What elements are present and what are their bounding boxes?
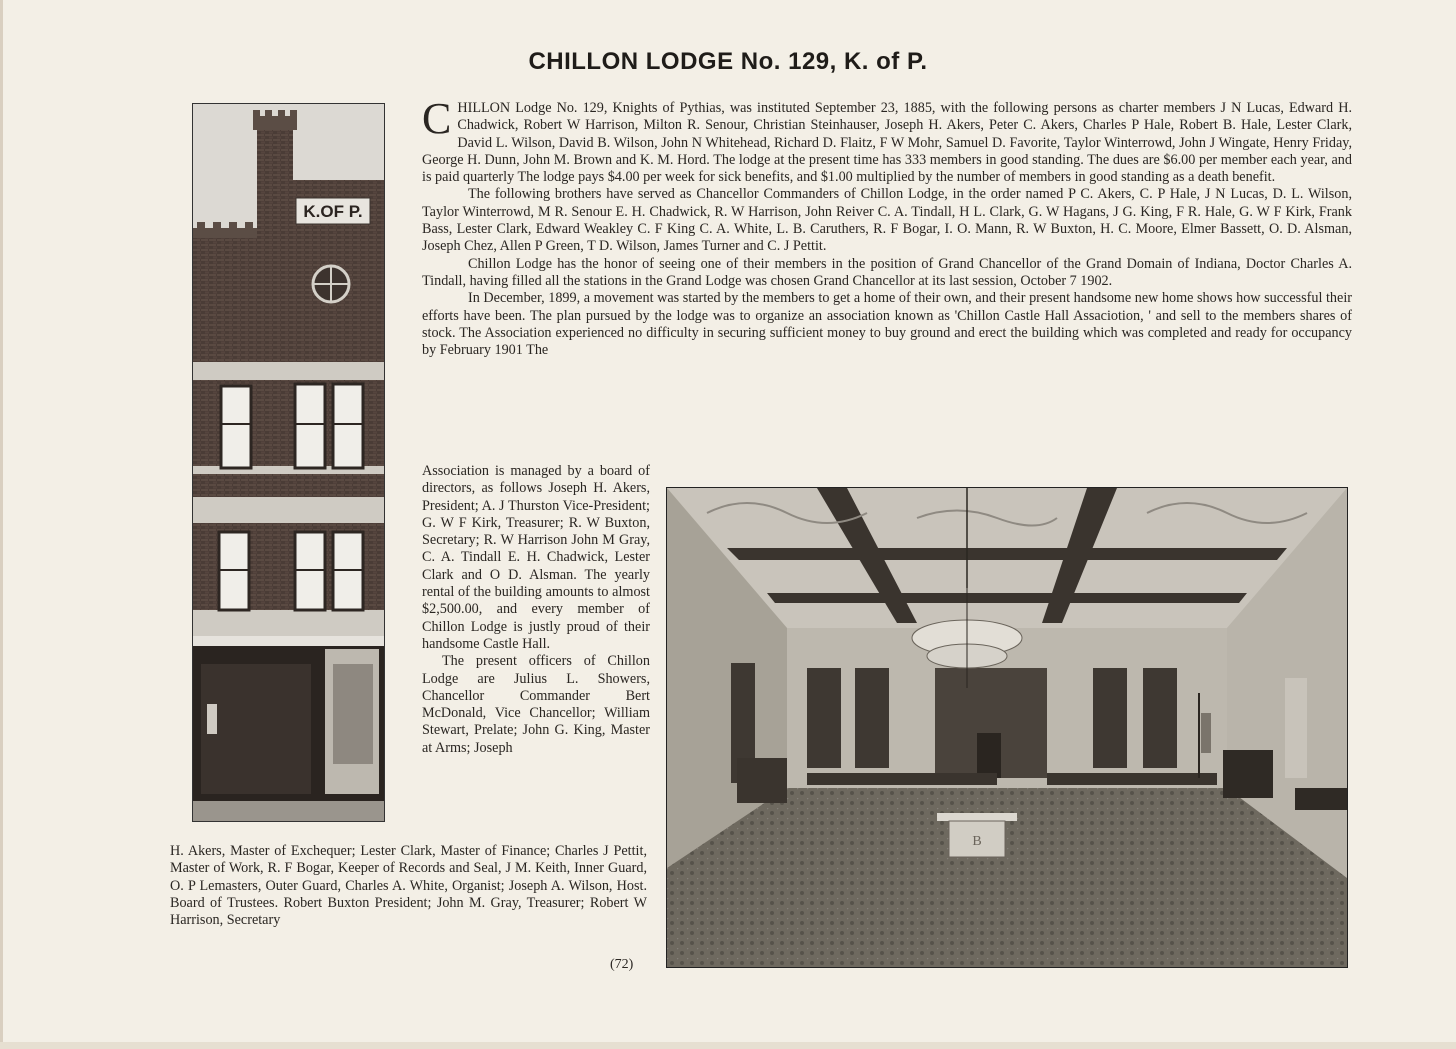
directors-paragraph: Association is managed by a board of directors, as follows Joseph H. Akers, President; A. J Thurston Vice-President; G. W F Kirk, Treasurer; R. W Buxton, Secretary; R. W Harrison John M Gray, C. A. Tindall E. H. Chadwick, Lester Clark and O D. Alsman. The yearly rental of the building amounts to almost $2,500.00, and every member of Chillon Lodge is justly proud of their handsome Castle Hall. xyxy=(422,463,650,652)
page-edge xyxy=(0,0,3,1049)
narrow-column-text xyxy=(422,463,650,757)
page-title: CHILLON LODGE No. 129, K. of P. xyxy=(528,48,928,75)
intro-paragraph: CHILLON Lodge No. 129, Knights of Pythias, was instituted September 23, 1885, with the following persons as charter members J N Lucas, Edward H. Chadwick, Robert W Harrison, Milton R. Senour, Christian Steinhauser, Joseph H. Akers, Peter C. Akers, Charles P Hale, Robert B. Hale, Lester Clark, David L. Wilson, David B. Wilson, John N Whitehead, Richard D. Flaitz, F W Mohr, Samuel D. Favorite, Taylor Winterrowd, John J Wingate, Henry Friday, George H. Dunn, John M. Brown and K. M. Hord. The lodge at the present time has 333 members in good standing. The dues are $6.00 per member each year, and is paid quarterly The lodge pays $4.00 per week for sick benefits, and $1.00 multiplied by the number of members in good standing as a death benefit. xyxy=(422,94,1352,186)
main-article-text xyxy=(422,94,1352,359)
page-number: (72) xyxy=(610,957,634,972)
page-edge-bottom xyxy=(0,1042,1456,1049)
officers-continuation-text: H. Akers, Master of Exchequer; Lester Clark, Master of Finance; Charles J Pettit, Master of Work, R. F Bogar, Keeper of Records and Seal, J M. Keith, Inner Guard, O. P Lemasters, Outer Guard, Charles A. White, Organist; Joseph A. Wilson, Host. Board of Trustees. Robert Buxton President; John M. Gray, Treasurer; Robert W Harrison, Secretary xyxy=(170,843,647,929)
hall-interior-photo xyxy=(666,487,1348,968)
grand-chancellor-paragraph: Chillon Lodge has the honor of seeing one of their members in the position of Grand Chancellor of the Grand Domain of Indiana, Doctor Charles A. Tindall, having filled all the stations in the Grand Lodge was chosen Grand Chancellor at its last session, October 7 1902. xyxy=(422,255,1352,289)
building-photo xyxy=(192,103,385,822)
castle-hall-paragraph: In December, 1899, a movement was started by the members to get a home of their own, and their present handsome new home shows how successful their efforts have been. The plan pursued by the lodge was to organize an association known as 'Chillon Castle Hall Assaciotion, ' and sell to the members shares of stock. The Association experienced no difficulty in securing sufficient money to buy ground and erect the building which was completed and ready for occupancy by February 1901 The xyxy=(422,290,1352,359)
svg-text:B: B xyxy=(972,834,982,849)
drop-cap: C xyxy=(422,94,452,143)
building-sign: K.OF P. xyxy=(303,202,363,221)
chancellor-commanders-paragraph: The following brothers have served as Chancellor Commanders of Chillon Lodge, in the order named P C. Akers, C. P Hale, J N Lucas, D. L. Wilson, Taylor Winterrowd, M R. Senour E. H. Chadwick, R. W Harrison, John Reiver C. A. Tindall, H L. Clark, G. W Hagans, J G. King, F R. Hale, G. W F Kirk, Frank Bass, Lester Clark, Edward Weakley C. F King C. A. White, L. B. Caruthers, R. F Bogar, I. O. Mann, R. W Buxton, H. C. Moore, Elmer Bassett, O. D. Alsman, Joseph Chez, Allen P Green, T D. Wilson, James Turner and C. J Pettit. xyxy=(422,186,1352,255)
officers-paragraph: The present officers of Chillon Lodge are Julius L. Showers, Chancellor Commander Bert McDonald, Vice Chancellor; William Stewart, Prelate; John G. King, Master at Arms; Joseph xyxy=(422,653,650,756)
